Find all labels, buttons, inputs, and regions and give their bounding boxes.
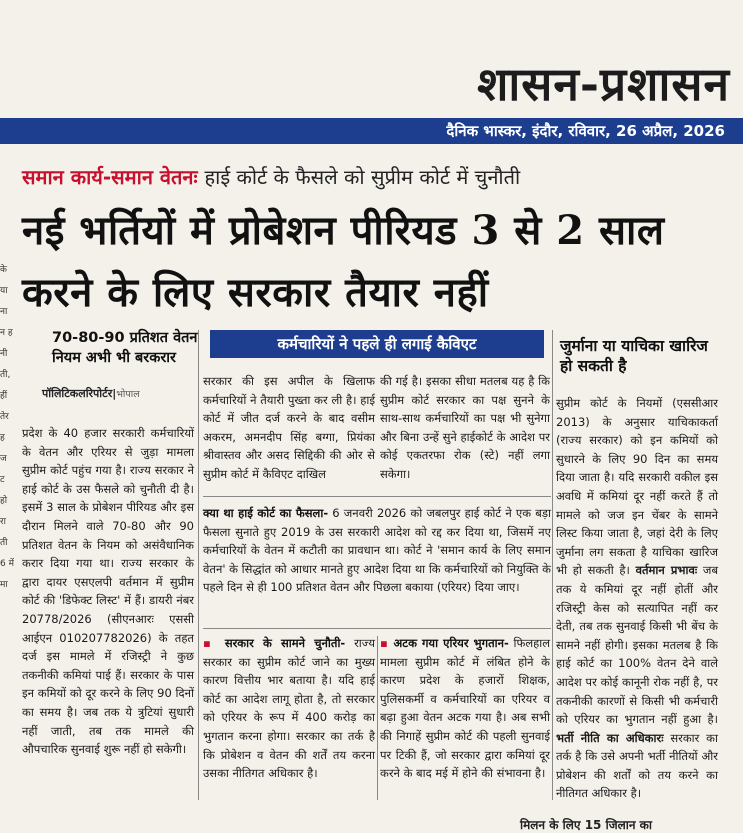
column-rule [377, 636, 378, 800]
high-court-decision-box [203, 504, 551, 626]
byline [42, 386, 198, 401]
arrear-body: फिलहाल मामला सुप्रीम कोर्ट में लंबित होने के कारण प्रदेश के हजारों शिक्षक, पुलिसकर्मी व कर्मचारियों का एरियर व बढ़ा हुआ वेतन अटक गया है। अब सभी की निगाहें सुप्रीम कोर्ट की पहली सुनवाई पर टिकी हैं, जो सरकार द्वारा कमियां दूर करने के बाद मई में होने की संभावना है। [380, 636, 551, 781]
right-body-rules: सुप्रीम कोर्ट के नियमों (एससीआर 2013) के अनुसार याचिकाकर्ता (राज्य सरकार) को इन कमियों को सुधारने के लिए 90 दिन का समय दिया जाता है। यदि सरकारी वकील इस अवधि में कमियां दूर नहीं करते हैं तो मामले को जज इन चेंबर के सामने लिस्ट किया जाता है, जहां देरी के लिए जुर्माना लग सकता है याचिका खारिज भी हो सकती है। [556, 396, 718, 578]
bullet-icon: ▪ [380, 636, 389, 650]
kicker [22, 163, 734, 190]
kicker-text: हाई कोर्ट के फैसले को सुप्रीम कोर्ट में चुनौती [204, 165, 521, 189]
arrear-section [380, 634, 550, 783]
cropped-bottom-headline: मिलन के लिए 15 जिलान का [520, 818, 653, 832]
caveat-banner: कर्मचारियों ने पहले ही लगाई कैविएट [210, 330, 544, 358]
left-subhead: 70-80-90 प्रतिशत वेतन नियम अभी भी बरकरार [52, 330, 198, 366]
high-court-decision-body: 6 जनवरी 2026 को जबलपुर हाई कोर्ट ने एक बड़ा फैसला सुनाते हुए 2019 के उस सरकारी आदेश को रद्द कर दिया था, जिसमें नए कर्मचारियों के वेतन में कटौती का प्रावधान था। कोर्ट ने 'समान कार्य के लिए समान वेतन' के सिद्धांत को आधार मानते हुए आदेश दिया था कि कर्मचारियों को नियुक्ति के पहले दिन से ही 100 प्रतिशत वेतन और पिछला बकाया (एरियर) दिया जाए। [203, 506, 552, 595]
box-rule-bottom [203, 628, 551, 629]
right-column-body [556, 394, 718, 803]
impact-label: वर्तमान प्रभावः [635, 563, 698, 578]
impact-body: जब तक ये कमियां दूर नहीं होतीं और रजिस्ट्री केस को सत्यापित नहीं कर देती, तब तक सुनवाई किसी भी बेंच के सामने नहीं होगी। इसका मतलब है कि हाई कोर्ट का 100% वेतन देने वाले आदेश पर कोई कानूनी रोक नहीं है, पर तकनीकी कारणों से किसी भी कर्मचारी को एरियर का भुगतान नहीं हुआ है। [556, 563, 719, 727]
arrear-head: अटक गया एरियर भुगतान- [393, 636, 509, 650]
main-headline: नई भर्तियों में प्रोबेशन पीरियड 3 से 2 साल करने के लिए सरकार तैयार नहीं [22, 207, 665, 316]
challenge-head: सरकार के सामने चुनौती- [224, 636, 346, 650]
byline-place: भोपाल [116, 389, 140, 400]
cropped-edge-text: के या ना न ह नी ती, हीं तेर ह ज ट हो रा ती 6 में मा [0, 265, 14, 590]
caveat-body-part1: सरकार की इस अपील के खिलाफ कर्मचारियों ने तैयारी पुख्ता कर ली है। हाई कोर्ट में जीत दर्ज करने के बाद वसीम अकरम, अमनदीप सिंह बग्गा, प्रियंका श्रीवास्तव और असद सिद्दिकी की ओर से सुप्रीम कोर्ट में कैविएट दाखिल [203, 374, 375, 481]
byline-separator: | [112, 387, 117, 400]
right-subhead: जुर्माना या याचिका खारिज हो सकती है [560, 337, 708, 375]
challenge-section [203, 634, 375, 783]
byline-reporter: पॉलिटिकलरिपोर्टर [42, 387, 113, 400]
dateline: दैनिक भास्कर, इंदौर, रविवार, 26 अप्रैल, 2026 [446, 122, 725, 140]
challenge-body: राज्य सरकार का सुप्रीम कोर्ट जाने का मुख्य कारण वित्तीय भार बताया है। यदि हाई कोर्ट का आदेश लागू होता है, तो सरकार को एरियर के रूप में 400 करोड़ का भुगतान करना होगा। सरकार का तर्क है कि प्रोबेशन व वेतन की शर्तें तय करना उसका नीतिगत अधिकार है। [203, 636, 375, 781]
left-column-body: प्रदेश के 40 हजार सरकारी कर्मचारियों के वेतन और एरियर से जुड़ा मामला सुप्रीम कोर्ट पहुंच गया है। राज्य सरकार ने हाई कोर्ट के उस फैसले को चुनौती दी है। इसमें 3 साल के प्रोबेशन पीरियड और इस दौरान मिलने वाले 70-80 और 90 प्रतिशत वेतन के नियम को असंवैधानिक करार दिया गया था। राज्य सरकार के द्वारा दायर एसएलपी वर्तमान में सुप्रीम कोर्ट की 'डिफेक्ट लिस्ट' में हैं। डायरी नंबर 20778/2026 (सीएनआरः एससी आईएन 010207782026) के तहत दर्ज इस मामले में रजिस्ट्री ने कुछ तकनीकी कमियां पाई हैं। सरकार के पास इन कमियों को दूर करने के लिए 90 दिनों का समय है। जब तक ये त्रुटियां सुधारी नहीं जाती, तब तक मामले की औपचारिक सुनवाई शुरू नहीं हो सकेगी। [22, 426, 194, 757]
high-court-decision-text [203, 504, 551, 597]
box-rule-top [203, 496, 551, 497]
high-court-decision-lead: क्या था हाई कोर्ट का फैसला- [203, 506, 329, 520]
section-title: शासन-प्रशासन [477, 57, 730, 111]
bullet-icon: ▪ [203, 636, 216, 650]
kicker-topic: समान कार्य-समान वेतनः [22, 165, 198, 189]
policy-body: सरकार का तर्क है कि उसे अपनी भर्ती नीतियों और प्रोबेशन की शर्तों को तय करने का नीतिगत अधिकार है। [556, 730, 718, 801]
column-rule [198, 330, 199, 800]
column-rule [552, 330, 553, 800]
caveat-body-part2: की गई है। इसका सीधा मतलब यह है कि सुप्रीम कोर्ट सरकार का पक्ष सुनने के साथ-साथ कर्मचारियों का पक्ष भी सुनेगा और बिना उन्हें सुने हाईकोर्ट के आदेश पर कोई एकतरफा रोक (स्टे) नहीं लगा सकेगा। [380, 374, 550, 481]
policy-label: भर्ती नीति का अधिकारः [556, 730, 664, 745]
